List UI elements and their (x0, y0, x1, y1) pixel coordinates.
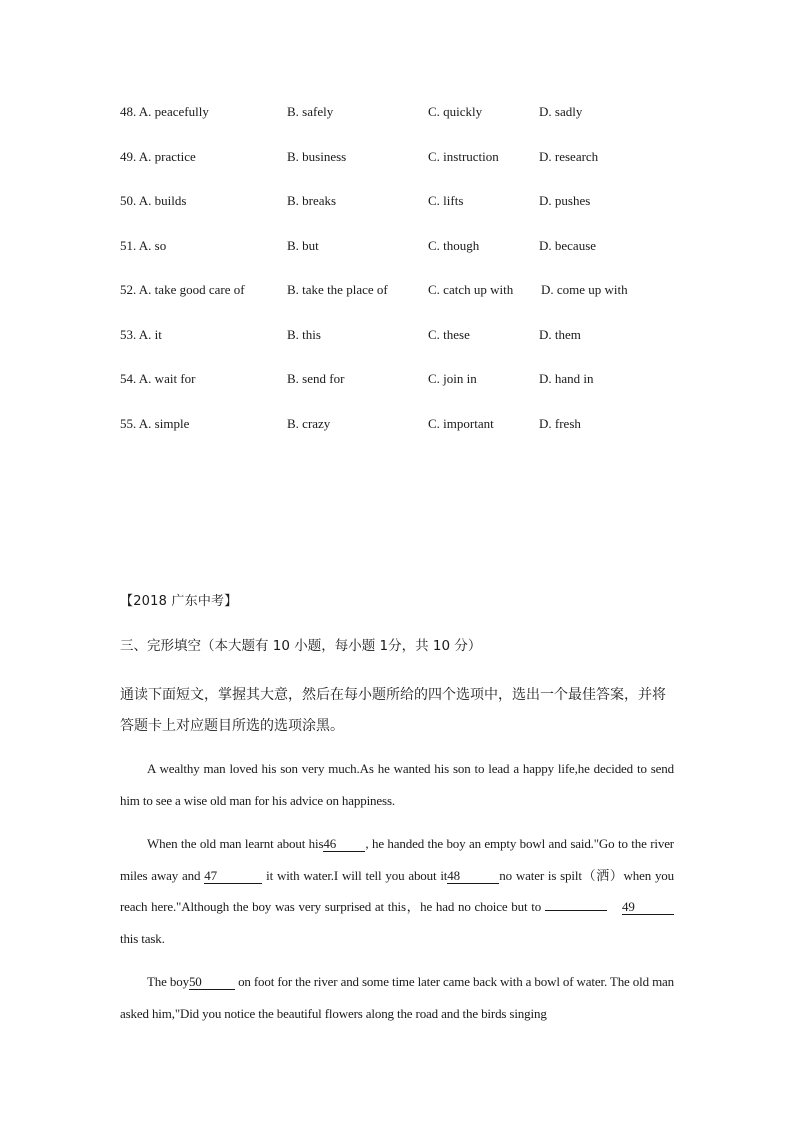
option-d: D. them (539, 326, 581, 342)
option-b: B. safely (287, 104, 334, 119)
question-row-54 (120, 369, 700, 414)
option-d: D. sadly (539, 104, 583, 119)
option-a-text: A. simple (138, 415, 190, 431)
question-row-53 (120, 325, 700, 370)
paragraph-text: no water is spilt（洒）when you reach here."Although the boy was very surprised at this，he had no choice but to (120, 867, 675, 914)
option-a (120, 102, 209, 122)
paragraph-text: it with water.I will tell you about it (266, 867, 448, 883)
paragraph-text: on foot for the river and some time later came back with a bowl of water. The old man asked him,"Did you notice the beautiful flowers along the road and the birds singing (120, 974, 674, 1021)
option-c: C. though (428, 237, 480, 253)
option-a-text: A. take good care of (138, 282, 245, 297)
option-a (120, 280, 245, 300)
paragraph-text: , he handed the boy an empty bowl and said."Go to the river miles away and (120, 836, 674, 883)
question-number: 52. (120, 282, 137, 297)
paragraph-text: A wealthy man loved his son very much.As he wanted his son to lead a happy life,he decided to send him to see a wise old man for his advice on happiness. (120, 761, 674, 808)
option-b: B. but (287, 237, 319, 253)
option-a-text: A. practice (138, 148, 196, 164)
passage-paragraph-2 (120, 828, 674, 954)
option-a (120, 369, 195, 389)
option-d: D. fresh (539, 415, 581, 431)
option-b: B. breaks (287, 193, 337, 208)
blank-49: 49 (622, 899, 674, 915)
option-b: B. business (287, 148, 347, 164)
option-d: D. hand in (539, 371, 594, 386)
option-a-text: A. it (138, 326, 162, 342)
question-number: 49. (120, 148, 137, 164)
blank-50: 50 (189, 974, 235, 990)
question-row-48 (120, 102, 700, 147)
option-d: D. because (539, 237, 597, 253)
option-c: C. these (428, 326, 470, 342)
option-b: B. this (287, 326, 321, 342)
option-a-text: A. builds (138, 193, 187, 208)
option-c: C. catch up with (428, 282, 514, 297)
option-a-text: A. so (138, 237, 167, 253)
option-c: C. instruction (428, 148, 499, 164)
blank-47: 47 (204, 868, 262, 884)
option-c: C. quickly (428, 104, 483, 119)
section-heading: 三、完形填空（本大题有 10 小题，每小题 1分，共 10 分） (120, 638, 482, 654)
option-d: D. research (539, 148, 599, 164)
exam-source-tag: 【2018 广东中考】 (120, 594, 238, 609)
question-number: 48. (120, 104, 137, 119)
paragraph-text: this task. (120, 930, 165, 946)
option-b: B. send for (287, 371, 345, 386)
answer-options (120, 102, 700, 458)
question-row-50 (120, 191, 700, 236)
section-instruction: 通读下面短文，掌握其大意，然后在每小题所给的四个选项中，选出一个最佳答案，并将答题卡上对应题目所选的选项涂黑。 (120, 687, 666, 734)
option-a (120, 147, 196, 167)
question-number: 55. (120, 415, 137, 431)
question-number: 54. (120, 371, 137, 386)
option-a-text: A. peacefully (138, 104, 209, 119)
option-a-text: A. wait for (138, 371, 196, 386)
option-a (120, 236, 166, 256)
question-number: 51. (120, 237, 137, 253)
option-c: C. important (428, 415, 494, 431)
option-c: C. join in (428, 371, 477, 386)
paragraph-text: The boy (147, 974, 189, 989)
option-c: C. lifts (428, 193, 464, 208)
option-d: D. pushes (539, 193, 591, 208)
option-a (120, 191, 186, 211)
question-row-51 (120, 236, 700, 281)
option-b: B. crazy (287, 415, 331, 431)
option-d: D. come up with (541, 282, 628, 297)
option-a (120, 414, 189, 434)
question-row-55 (120, 414, 700, 459)
passage-paragraph-1 (120, 753, 674, 816)
question-number: 50. (120, 193, 137, 208)
option-a (120, 325, 162, 345)
question-number: 53. (120, 326, 137, 342)
blank-46: 46 (323, 836, 365, 852)
question-row-49 (120, 147, 700, 192)
blank-48: 48 (447, 868, 499, 884)
paragraph-text: When the old man learnt about his (147, 836, 324, 851)
passage-paragraph-3 (120, 966, 674, 1029)
blank-underline (545, 910, 607, 911)
question-row-52 (120, 280, 700, 325)
option-b: B. take the place of (287, 282, 388, 297)
